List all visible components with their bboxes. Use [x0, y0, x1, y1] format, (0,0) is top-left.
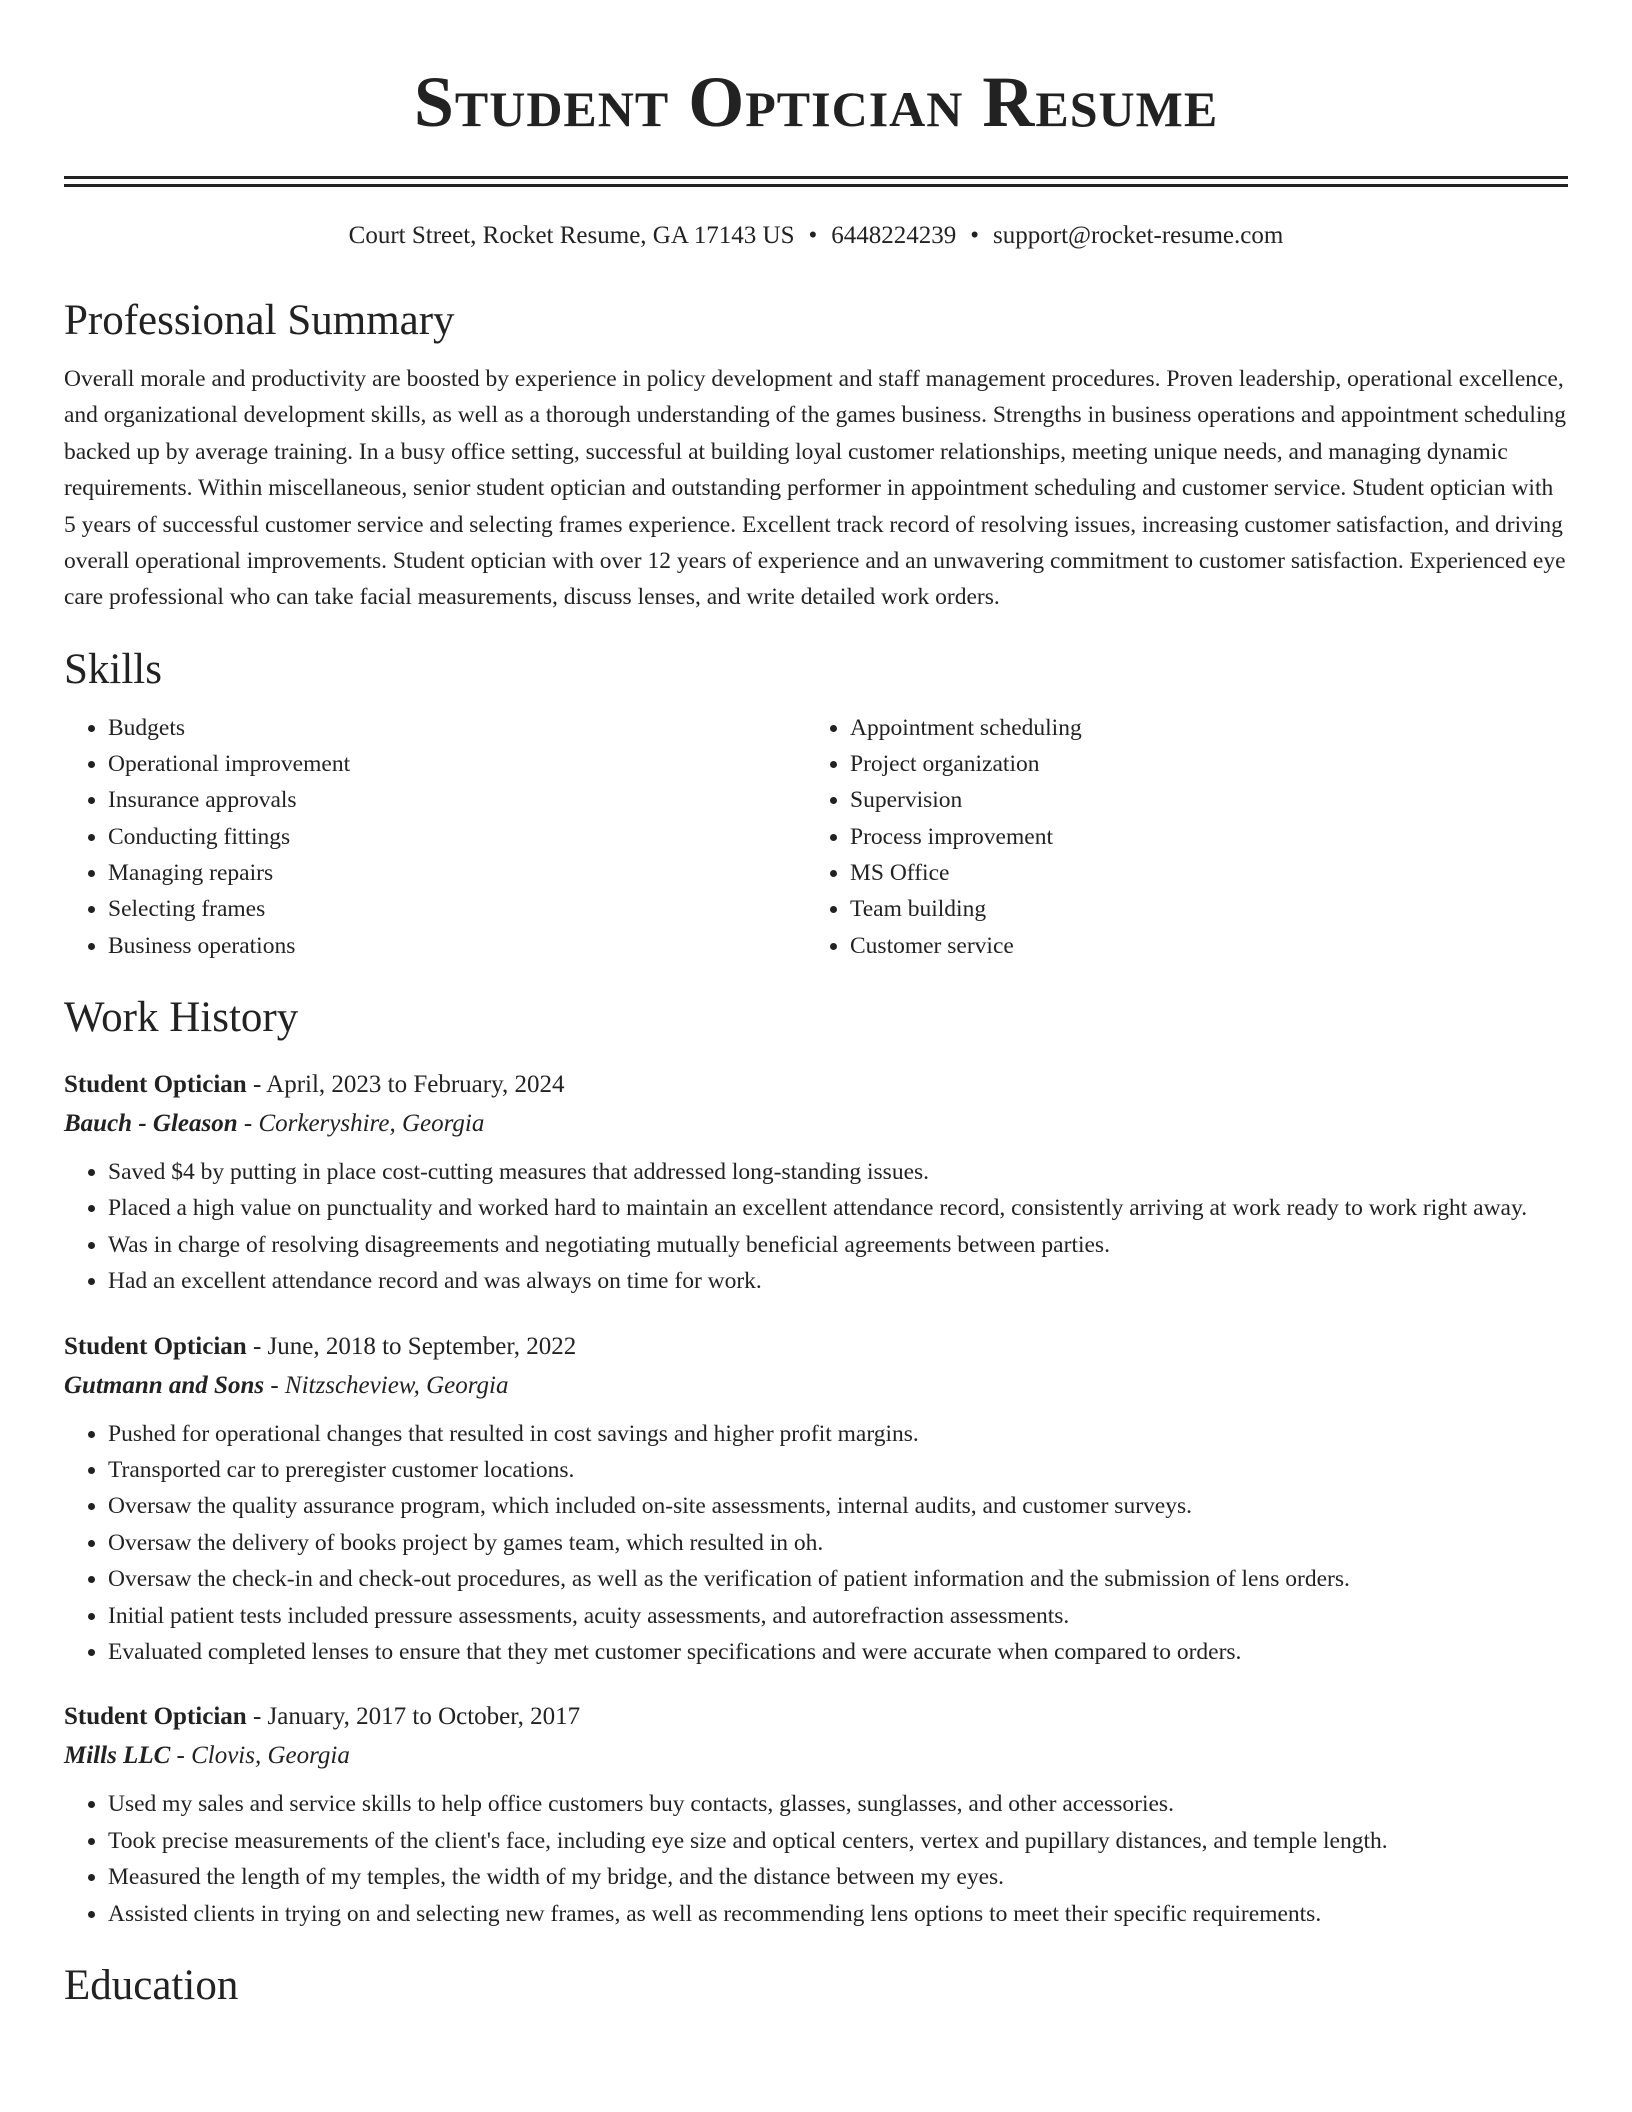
contact-phone: 6448224239 [831, 222, 957, 249]
job-location: - Clovis, Georgia [170, 1742, 350, 1770]
job-bullets [64, 1416, 1568, 1671]
job-bullet: • Assisted clients in trying on and selecting new frames, as well as recommending lens options to meet their specific requirements. [108, 1896, 1568, 1932]
job-bullet: • Transported car to preregister customer locations. [108, 1452, 1568, 1488]
job-company: Bauch - Gleason [64, 1109, 238, 1137]
contact-address: Court Street, Rocket Resume, GA 17143 US [348, 222, 795, 249]
work-history-heading: Work History [64, 993, 299, 1041]
job-title-line [64, 1698, 1568, 1736]
job-location: - Corkeryshire, Georgia [237, 1109, 485, 1137]
skill-item: • Operational improvement [108, 746, 806, 782]
job-role: Student Optician [64, 1332, 247, 1360]
skill-item: • Customer service [850, 928, 1548, 964]
job-bullet: • Evaluated completed lenses to ensure that they met customer specifications and were accurate when compared to orders. [108, 1634, 1568, 1670]
contact-separator: • [808, 222, 818, 249]
job-dates: - January, 2017 to October, 2017 [246, 1703, 581, 1731]
summary-text: Overall morale and productivity are boosted by experience in policy development and staff management procedures. Proven leadership, operational excellence, and organizational development skills, as well as a thorough understanding of the games business. Strengths in business operations and appointment scheduling backed up by average training. In a busy office setting, successful at building loyal customer relationships, meeting unique needs, and managing dynamic requirements. Within miscellaneous, senior student optician and outstanding performer in appointment scheduling and customer service. Student optician with 5 years of successful customer service and selecting frames experience. Excellent track record of resolving issues, increasing customer satisfaction, and driving overall operational improvements. Student optician with over 12 years of experience and an unwavering commitment to customer satisfaction. Experienced eye care professional who can take facial measurements, discuss lenses, and write detailed work orders. [64, 366, 1566, 611]
job-entry [64, 1328, 1568, 1671]
skill-item: • Insurance approvals [108, 782, 806, 818]
skill-item: • Appointment scheduling [850, 710, 1548, 746]
skills-list-right [806, 710, 1548, 964]
job-bullet: • Took precise measurements of the client's face, including eye size and optical centers, vertex and pupillary distances, and temple length. [108, 1823, 1568, 1859]
job-bullet: • Placed a high value on punctuality and worked hard to maintain an excellent attendance record, consistently arriving at work ready to work right away. [108, 1190, 1568, 1226]
job-company-line [64, 1366, 1568, 1406]
education-heading: Education [64, 1962, 239, 2010]
job-entry [64, 1066, 1568, 1300]
job-role: Student Optician [64, 1070, 247, 1098]
resume-title: Student Optician Resume [413, 62, 1219, 142]
job-bullet: • Oversaw the check-in and check-out procedures, as well as the verification of patient information and the submission of lens orders. [108, 1561, 1568, 1597]
title-divider [64, 176, 1568, 187]
contact-line [64, 219, 1568, 253]
skills-columns [64, 710, 1568, 964]
job-company: Mills LLC [64, 1742, 171, 1770]
contact-separator: • [970, 222, 980, 249]
job-bullet: • Used my sales and service skills to help office customers buy contacts, glasses, sunglasses, and other accessories. [108, 1786, 1568, 1822]
job-bullet: • Had an excellent attendance record and was always on time for work. [108, 1263, 1568, 1299]
job-title-line [64, 1066, 1568, 1104]
skill-item: • Process improvement [850, 819, 1548, 855]
job-bullets [64, 1786, 1568, 1932]
job-bullet: • Was in charge of resolving disagreements and negotiating mutually beneficial agreements between parties. [108, 1227, 1568, 1263]
job-bullet: • Oversaw the delivery of books project by games team, which resulted in oh. [108, 1525, 1568, 1561]
job-dates: - April, 2023 to February, 2024 [246, 1070, 565, 1098]
skill-item: • Managing repairs [108, 855, 806, 891]
summary-heading: Professional Summary [64, 297, 455, 344]
skills-heading: Skills [64, 645, 162, 693]
job-bullet: • Pushed for operational changes that resulted in cost savings and higher profit margins. [108, 1416, 1568, 1452]
job-company-line [64, 1104, 1568, 1144]
skill-item: • Team building [850, 891, 1548, 927]
skill-item: • Conducting fittings [108, 819, 806, 855]
job-dates: - June, 2018 to September, 2022 [246, 1332, 577, 1360]
job-entry [64, 1698, 1568, 1932]
skill-item: • Selecting frames [108, 891, 806, 927]
job-bullet: • Initial patient tests included pressure assessments, acuity assessments, and autorefraction assessments. [108, 1598, 1568, 1634]
job-role: Student Optician [64, 1703, 247, 1731]
job-title-line [64, 1328, 1568, 1366]
job-bullet: • Measured the length of my temples, the width of my bridge, and the distance between my eyes. [108, 1859, 1568, 1895]
contact-email[interactable]: support@rocket-resume.com [993, 222, 1284, 249]
skill-item: • Supervision [850, 782, 1548, 818]
skill-item: • Project organization [850, 746, 1548, 782]
job-bullets [64, 1154, 1568, 1300]
skill-item: • MS Office [850, 855, 1548, 891]
skill-item: • Budgets [108, 710, 806, 746]
job-bullet: • Oversaw the quality assurance program, which included on-site assessments, internal audits, and customer surveys. [108, 1488, 1568, 1524]
skills-list-left [64, 710, 806, 964]
skill-item: • Business operations [108, 928, 806, 964]
job-company-line [64, 1736, 1568, 1776]
job-company: Gutmann and Sons [64, 1371, 265, 1399]
job-location: - Nitzscheview, Georgia [264, 1371, 509, 1399]
job-bullet: • Saved $4 by putting in place cost-cutting measures that addressed long-standing issues. [108, 1154, 1568, 1190]
